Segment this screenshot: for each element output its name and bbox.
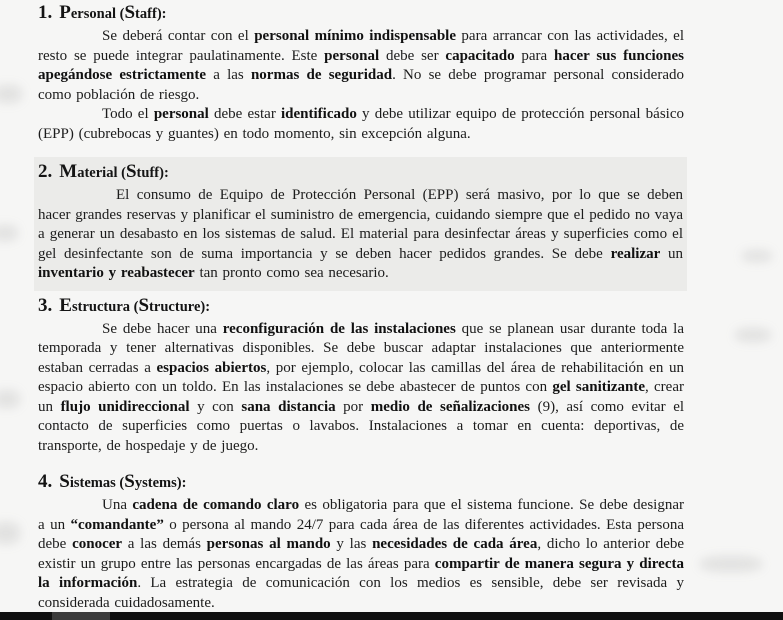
section-title: Sistemas (Systems): xyxy=(59,471,187,492)
section-title: Material (Stuff): xyxy=(59,161,169,182)
paragraph xyxy=(38,496,684,613)
text-run: debe ser xyxy=(379,47,446,64)
text-run: es obligatoria para que el sistema funcione. Se debe designar a un xyxy=(38,497,684,533)
section-number: 2. xyxy=(38,161,53,182)
section-heading xyxy=(38,2,684,25)
text-run: debe estar xyxy=(208,106,281,122)
text-run: y las xyxy=(330,536,373,552)
text-run: Se debe hacer una xyxy=(102,320,223,337)
section-title: Estructura (Structure): xyxy=(59,294,211,316)
section-number: 3. xyxy=(38,294,53,316)
bottom-bar-segment xyxy=(52,612,110,620)
bold-text-run: identificado xyxy=(281,106,357,122)
text-run: , crear un xyxy=(38,379,684,415)
bottom-bar xyxy=(0,612,783,620)
scan-smudge xyxy=(0,225,18,241)
bold-text-run: personal xyxy=(153,106,209,122)
bold-text-run: espacios abiertos xyxy=(156,359,267,376)
document-page xyxy=(38,2,684,613)
bold-text-run: personas al mando xyxy=(206,536,331,552)
section-sistemas xyxy=(38,471,684,613)
text-run: a las xyxy=(206,67,251,83)
bold-text-run: compartir de manera segura y directa la información xyxy=(38,555,684,591)
bold-text-run: necesidades de cada área xyxy=(372,536,538,552)
text-run: a las demás xyxy=(122,536,207,552)
scan-smudge xyxy=(0,85,22,103)
section-title: Personal (Staff): xyxy=(59,2,167,23)
bold-text-run: hacer sus funciones apegándose estrictamente xyxy=(38,47,685,83)
text-run: tan pronto como sea necesario. xyxy=(194,265,389,281)
text-run: Todo el xyxy=(102,106,154,122)
text-run: Se deberá contar con el xyxy=(102,28,255,44)
bold-text-run: inventario y reabastecer xyxy=(38,265,195,281)
paragraph xyxy=(38,186,683,284)
bold-text-run: reconfiguración de las instalaciones xyxy=(222,320,456,337)
text-run: . No se debe programar personal considerado como población de riesgo. xyxy=(38,67,684,103)
text-run: (9), así como evitar el contacto de superficies como puertas o lavabos. Instalaciones a tomar en cuenta: deportivas, de transporte, de hospedaje y de juego. xyxy=(38,398,685,454)
section-heading xyxy=(38,295,684,318)
text-run: Una xyxy=(102,497,133,513)
bold-text-run: personal mínimo indispensable xyxy=(254,28,456,44)
section-heading xyxy=(38,471,684,494)
scan-smudge xyxy=(735,328,771,342)
paragraph xyxy=(38,27,684,105)
bold-text-run: flujo unidireccional xyxy=(60,398,190,415)
bold-text-run: conocer xyxy=(72,536,123,552)
section-number: 4. xyxy=(38,471,53,492)
section-heading xyxy=(38,161,683,184)
section-material xyxy=(34,157,687,291)
bold-text-run: normas de seguridad xyxy=(250,67,393,83)
bold-text-run: medio de señalizaciones xyxy=(370,398,531,415)
bold-text-run: cadena de comando claro xyxy=(132,497,300,513)
scan-smudge xyxy=(742,250,772,262)
document-sections xyxy=(38,2,684,613)
text-run: El consumo de Equipo de Protección Personal (EPP) será masivo, por lo que se deben hacer grandes reservas y planificar el suministro de emergencia, cuidando siempre que el pedido no vaya a generar un desabasto en los sistemas de salud. El material para desinfectar áreas y superficies como el gel desinfectante son de suma importancia y se deben hacer pedidos grandes. Se debe xyxy=(38,187,683,262)
bold-text-run: “comandante” xyxy=(70,516,164,533)
text-run: y con xyxy=(189,398,242,415)
text-run: para xyxy=(514,47,554,64)
text-run: que se planean usar durante toda la temporada y tener alternativas disponibles. Se debe buscar adaptar instalaciones que anteriormente estaban cerradas a xyxy=(38,320,684,376)
bold-text-run: sana distancia xyxy=(241,398,336,415)
text-run: y debe utilizar equipo de protección personal básico (EPP) (cubrebocas y guantes) en todo momento, sin excepción alguna. xyxy=(38,106,684,142)
section-number: 1. xyxy=(38,2,53,23)
text-run: , por ejemplo, colocar las camillas del área de rehabilitación en un espacio abierto con un toldo. En las instalaciones se debe abastecer de puntos con xyxy=(38,359,684,395)
bold-text-run: capacitado xyxy=(445,47,515,64)
text-run: un xyxy=(660,245,684,262)
scan-smudge xyxy=(700,556,762,572)
paragraph xyxy=(38,320,684,457)
scan-smudge xyxy=(0,522,20,544)
section-personal xyxy=(38,2,684,144)
text-run: para arrancar con las actividades, el resto se puede integrar paulatinamente. Este xyxy=(38,28,684,64)
text-run: por xyxy=(335,398,371,415)
scan-smudge xyxy=(0,390,20,408)
text-run: . La estrategia de comunicación con los medios es sensible, debe ser revisada y considerada cuidadosamente. xyxy=(38,575,685,611)
text-run: o persona al mando 24/7 para cada área de las diferentes actividades. Esta persona debe xyxy=(38,516,684,552)
bold-text-run: realizar xyxy=(610,245,661,262)
bold-text-run: personal xyxy=(324,47,380,64)
text-run: , dicho lo anterior debe existir un grupo entre las personas encargadas de las áreas para xyxy=(38,536,685,572)
paragraph xyxy=(38,105,684,144)
bold-text-run: gel sanitizante xyxy=(552,379,646,395)
section-estructura xyxy=(38,295,684,457)
